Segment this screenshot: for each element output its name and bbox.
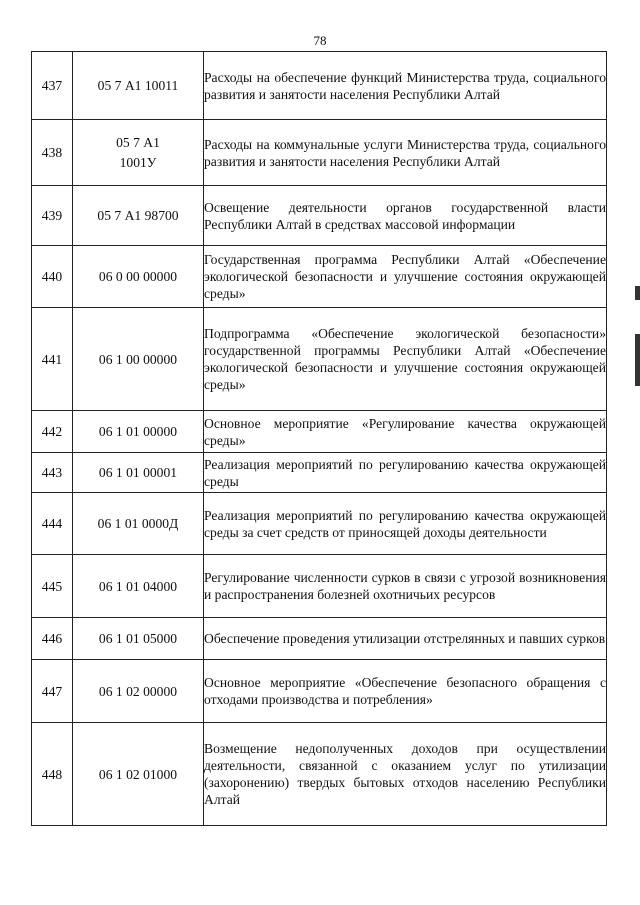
binding-edge-mark (635, 286, 640, 300)
row-number: 441 (32, 308, 73, 411)
row-description: Реализация мероприятий по регулированию качества окружающей среды за счет средств от приносящей доходы деятельности (204, 493, 607, 555)
row-number: 444 (32, 493, 73, 555)
table-row (32, 246, 607, 308)
table-row (32, 453, 607, 493)
row-description: Реализация мероприятий по регулированию качества окружающей среды (204, 453, 607, 493)
row-number: 439 (32, 186, 73, 246)
table-row (32, 52, 607, 120)
row-description: Расходы на обеспечение функций Министерства труда, социального развития и занятости населения Республики Алтай (204, 52, 607, 120)
row-description: Обеспечение проведения утилизации отстрелянных и павших сурков (204, 618, 607, 660)
row-number: 437 (32, 52, 73, 120)
row-code: 06 1 01 00001 (73, 453, 204, 493)
row-number: 443 (32, 453, 73, 493)
row-description: Возмещение недополученных доходов при осуществлении деятельности, связанной с оказанием услуг по утилизации (захоронению) твердых бытовых отходов населению Республики Алтай (204, 723, 607, 826)
row-code: 06 1 02 01000 (73, 723, 204, 826)
row-number: 448 (32, 723, 73, 826)
row-number: 438 (32, 120, 73, 186)
table-row (32, 411, 607, 453)
row-description: Государственная программа Республики Алтай «Обеспечение экологической безопасности и улучшение состояния окружающей среды» (204, 246, 607, 308)
row-number: 445 (32, 555, 73, 618)
table-row (32, 308, 607, 411)
row-number: 447 (32, 660, 73, 723)
row-description: Подпрограмма «Обеспечение экологической безопасности» государственной программы Республики Алтай «Обеспечение экологической безопасности и улучшение состояния окружающей среды» (204, 308, 607, 411)
table-row (32, 618, 607, 660)
row-description: Расходы на коммунальные услуги Министерства труда, социального развития и занятости населения Республики Алтай (204, 120, 607, 186)
row-code (73, 120, 204, 186)
row-code: 06 1 00 00000 (73, 308, 204, 411)
row-number: 446 (32, 618, 73, 660)
row-number: 442 (32, 411, 73, 453)
row-description: Регулирование численности сурков в связи с угрозой возникновения и распространения болезней охотничьих ресурсов (204, 555, 607, 618)
row-description: Освещение деятельности органов государственной власти Республики Алтай в средствах массовой информации (204, 186, 607, 246)
budget-code-table (31, 51, 607, 826)
binding-edge-mark (635, 334, 640, 386)
row-code-text: 05 7 А1 1001У (116, 134, 160, 170)
row-description: Основное мероприятие «Регулирование качества окружающей среды» (204, 411, 607, 453)
row-code: 06 1 01 04000 (73, 555, 204, 618)
row-code: 05 7 А1 10011 (73, 52, 204, 120)
row-code: 06 1 02 00000 (73, 660, 204, 723)
row-number: 440 (32, 246, 73, 308)
table-row (32, 723, 607, 826)
table-row (32, 120, 607, 186)
table-row (32, 186, 607, 246)
row-code: 06 0 00 00000 (73, 246, 204, 308)
row-description: Основное мероприятие «Обеспечение безопасного обращения с отходами производства и потребления» (204, 660, 607, 723)
row-code: 06 1 01 00000 (73, 411, 204, 453)
table-row (32, 555, 607, 618)
table-row (32, 660, 607, 723)
row-code: 05 7 А1 98700 (73, 186, 204, 246)
row-code: 06 1 01 05000 (73, 618, 204, 660)
page-number: 78 (313, 33, 327, 48)
row-code: 06 1 01 0000Д (73, 493, 204, 555)
table-row (32, 493, 607, 555)
